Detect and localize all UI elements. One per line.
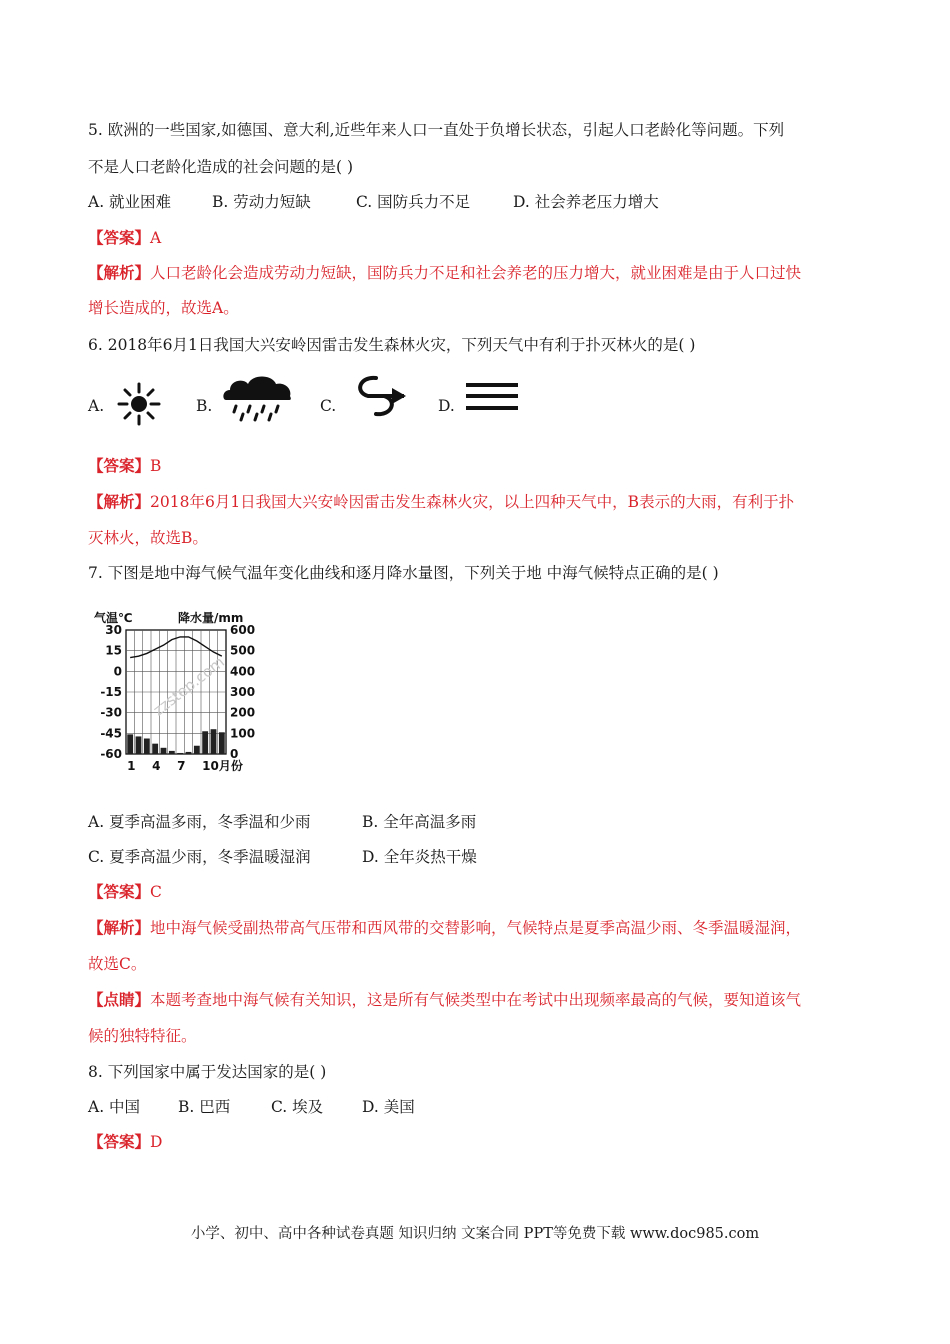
q7-tip-line1	[88, 990, 801, 1010]
precipitation-bar	[144, 739, 150, 755]
q5-option-b: B. 劳动力短缺	[212, 193, 311, 211]
right-tick-label: 200	[230, 705, 256, 720]
x-tick-label: 7	[177, 759, 186, 773]
precipitation-bar	[219, 732, 225, 754]
q7-stem: 7. 下图是地中海气候气温年变化曲线和逐月降水量图，下列关于地 中海气候特点正确的是( )	[88, 564, 719, 582]
right-axis-title: 降水量/mm	[178, 611, 244, 625]
q8-stem: 8. 下列国家中属于发达国家的是( )	[88, 1063, 327, 1081]
x-tick-label: 10月份	[202, 759, 243, 773]
right-tick-label: 300	[230, 685, 256, 699]
q5-answer	[88, 228, 161, 248]
left-tick-label: 15	[105, 643, 122, 658]
q5-option-c: C. 国防兵力不足	[356, 193, 471, 211]
q7-analysis-line2: 故选C。	[88, 955, 147, 973]
precipitation-bar	[127, 734, 133, 754]
q7-answer	[88, 882, 162, 902]
left-tick-label: -60	[100, 747, 122, 761]
analysis-text: 人口老龄化会造成劳动力短缺，国防兵力不足和社会养老的压力增大，就业困难是由于人口过快	[150, 264, 802, 282]
q8-option-b: B. 巴西	[178, 1098, 231, 1116]
answer-value: D	[150, 1133, 163, 1151]
q8-option-d: D. 美国	[362, 1098, 415, 1116]
x-tick-label: 4	[152, 759, 161, 773]
answer-tag: 【答案】	[88, 456, 151, 475]
q5-analysis-line1	[88, 263, 801, 283]
q7-option-c: C. 夏季高温少雨，冬季温暖湿润	[88, 848, 311, 866]
left-tick-label: -30	[100, 705, 122, 720]
q7-analysis-line1	[88, 918, 801, 938]
left-axis-title: 气温℃	[94, 611, 133, 625]
precipitation-bar	[194, 746, 200, 754]
right-tick-label: 400	[230, 664, 256, 679]
q6-option-d-label: D.	[438, 397, 455, 415]
fog-icon	[464, 380, 520, 414]
precipitation-bar	[169, 751, 175, 754]
precipitation-bar	[161, 748, 167, 754]
left-tick-label: 0	[113, 664, 122, 679]
q6-stem: 6. 2018年6月1日我国大兴安岭因雷击发生森林火灾，下列天气中有利于扑灭林火的是( )	[88, 336, 696, 354]
q7-option-d: D. 全年炎热干燥	[362, 848, 477, 866]
tip-text: 本题考查地中海气候有关知识，这是所有气候类型中在考试中出现频率最高的气候，要知道该气	[150, 991, 802, 1009]
q7-tip-line2: 候的独特特征。	[88, 1027, 197, 1045]
right-tick-label: 600	[230, 623, 256, 637]
sunny-icon	[113, 380, 165, 428]
left-tick-label: -15	[100, 685, 122, 699]
page-footer: 小学、初中、高中各种试卷真题 知识归纳 文案合同 PPT等免费下载 www.doc985.com	[190, 1226, 760, 1242]
answer-value: B	[150, 457, 162, 475]
q5-stem-line2: 不是人口老龄化造成的社会问题的是( )	[88, 158, 354, 176]
precipitation-bar	[136, 736, 142, 754]
left-tick-label: -45	[100, 726, 122, 741]
analysis-text: 2018年6月1日我国大兴安岭因雷击发生森林火灾，以上四种天气中，B表示的大雨，有利于扑	[150, 493, 795, 511]
q5-option-a: A. 就业困难	[88, 193, 172, 211]
tip-tag: 【点睛】	[88, 990, 151, 1009]
analysis-tag: 【解析】	[88, 492, 151, 511]
right-tick-label: 500	[230, 643, 256, 658]
analysis-text: 地中海气候受副热带高气压带和西风带的交替影响，气候特点是夏季高温少雨、冬季温暖湿润，	[150, 919, 802, 937]
answer-value: A	[150, 229, 162, 247]
typhoon-icon	[346, 372, 408, 420]
analysis-tag: 【解析】	[88, 263, 151, 282]
q8-option-a: A. 中国	[88, 1098, 141, 1116]
q6-option-b-label: B.	[196, 397, 213, 415]
q6-answer	[88, 456, 161, 476]
q8-option-c: C. 埃及	[271, 1098, 324, 1116]
q8-answer	[88, 1132, 162, 1152]
precipitation-bar	[186, 752, 192, 754]
q5-stem-line1: 5. 欧洲的一些国家,如德国、意大利,近些年来人口一直处于负增长状态，引起人口老龄化等问题。下列	[88, 121, 785, 139]
precipitation-bar	[152, 744, 158, 754]
heavy-rain-icon	[220, 372, 296, 422]
q7-option-a: A. 夏季高温多雨，冬季温和少雨	[88, 813, 311, 831]
q5-analysis-line2: 增长造成的，故选A。	[88, 299, 239, 317]
q5-option-d: D. 社会养老压力增大	[513, 193, 659, 211]
climate-chart	[90, 606, 260, 778]
right-tick-label: 0	[230, 747, 239, 761]
answer-tag: 【答案】	[88, 882, 151, 901]
left-tick-label: 30	[105, 623, 122, 637]
precipitation-bar	[177, 753, 183, 754]
watermark: zzstep.com	[149, 652, 228, 720]
answer-value: C	[150, 883, 162, 901]
analysis-tag: 【解析】	[88, 918, 151, 937]
answer-tag: 【答案】	[88, 1132, 151, 1151]
q6-analysis-line1	[88, 492, 794, 512]
q6-option-c-label: C.	[320, 397, 337, 415]
q6-option-a-label: A.	[88, 397, 105, 415]
answer-tag: 【答案】	[88, 228, 151, 247]
x-tick-label: 1	[127, 759, 136, 773]
q7-option-b: B. 全年高温多雨	[362, 813, 477, 831]
precipitation-bar	[211, 729, 217, 754]
q6-analysis-line2: 灭林火，故选B。	[88, 529, 208, 547]
precipitation-bar	[202, 731, 208, 754]
right-tick-label: 100	[230, 726, 256, 741]
